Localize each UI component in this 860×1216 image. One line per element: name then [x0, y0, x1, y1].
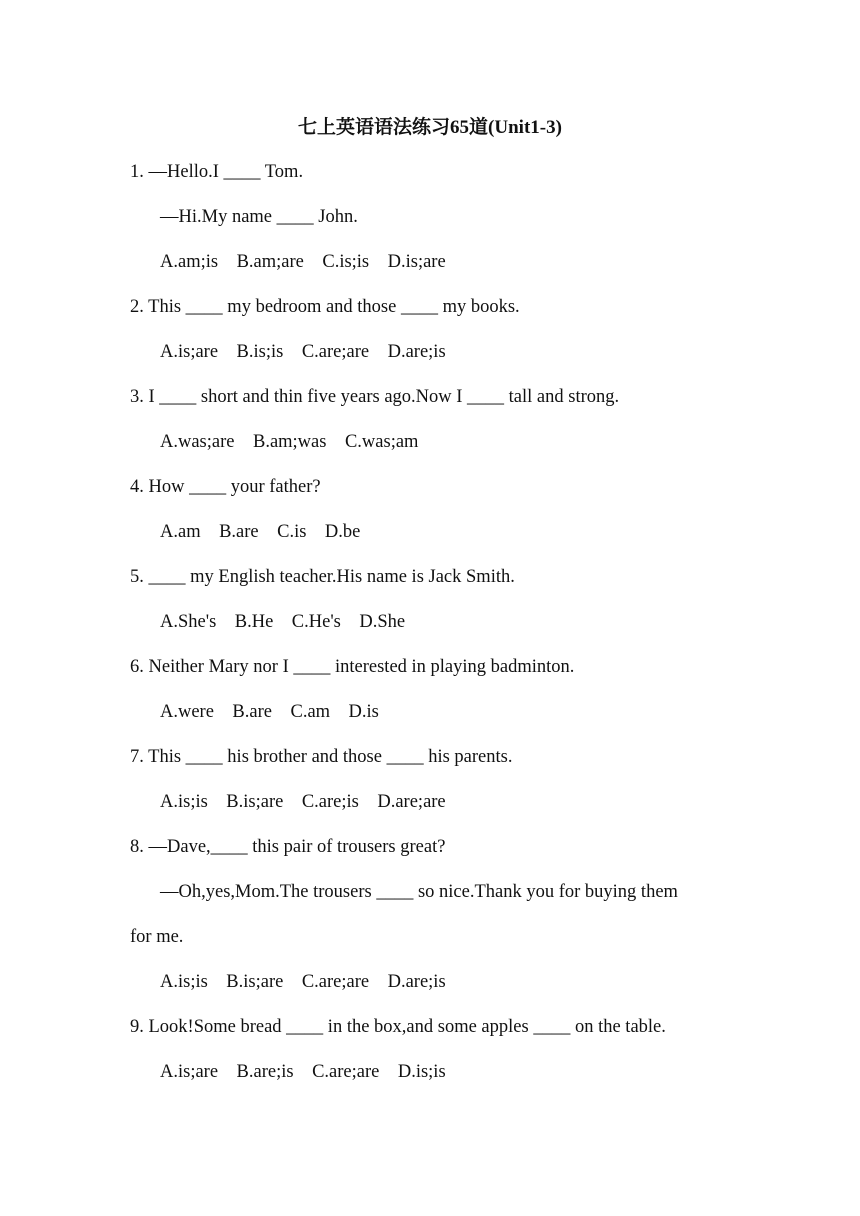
- question-9-stem: 9. Look!Some bread ____ in the box,and some apples ____ on the table.: [130, 1017, 666, 1037]
- question-8-stem: 8. —Dave,____ this pair of trousers great?: [130, 837, 446, 857]
- question-8-reply-continuation: for me.: [130, 927, 184, 947]
- question-2-stem: 2. This ____ my bedroom and those ____ my books.: [130, 297, 520, 317]
- question-8-options: A.is;is B.is;are C.are;are D.are;is: [160, 972, 446, 992]
- question-1-options: A.am;is B.am;are C.is;is D.is;are: [160, 252, 446, 272]
- question-6-options: A.were B.are C.am D.is: [160, 702, 379, 722]
- question-7-stem: 7. This ____ his brother and those ____ his parents.: [130, 747, 513, 767]
- question-1-reply: —Hi.My name ____ John.: [160, 207, 358, 227]
- question-3-options: A.was;are B.am;was C.was;am: [160, 432, 419, 452]
- question-6-stem: 6. Neither Mary nor I ____ interested in playing badminton.: [130, 657, 575, 677]
- question-7-options: A.is;is B.is;are C.are;is D.are;are: [160, 792, 446, 812]
- document-title: 七上英语语法练习65道(Unit1-3): [298, 117, 562, 138]
- question-5-stem: 5. ____ my English teacher.His name is Jack Smith.: [130, 567, 515, 587]
- question-5-options: A.She's B.He C.He's D.She: [160, 612, 406, 632]
- question-4-stem: 4. How ____ your father?: [130, 477, 321, 497]
- question-1-stem: 1. —Hello.I ____ Tom.: [130, 162, 304, 182]
- question-8-reply: —Oh,yes,Mom.The trousers ____ so nice.Thank you for buying them: [160, 882, 678, 902]
- question-4-options: A.am B.are C.is D.be: [160, 522, 361, 542]
- question-2-options: A.is;are B.is;is C.are;are D.are;is: [160, 342, 446, 362]
- question-3-stem: 3. I ____ short and thin five years ago.Now I ____ tall and strong.: [130, 387, 620, 407]
- question-9-options: A.is;are B.are;is C.are;are D.is;is: [160, 1062, 446, 1082]
